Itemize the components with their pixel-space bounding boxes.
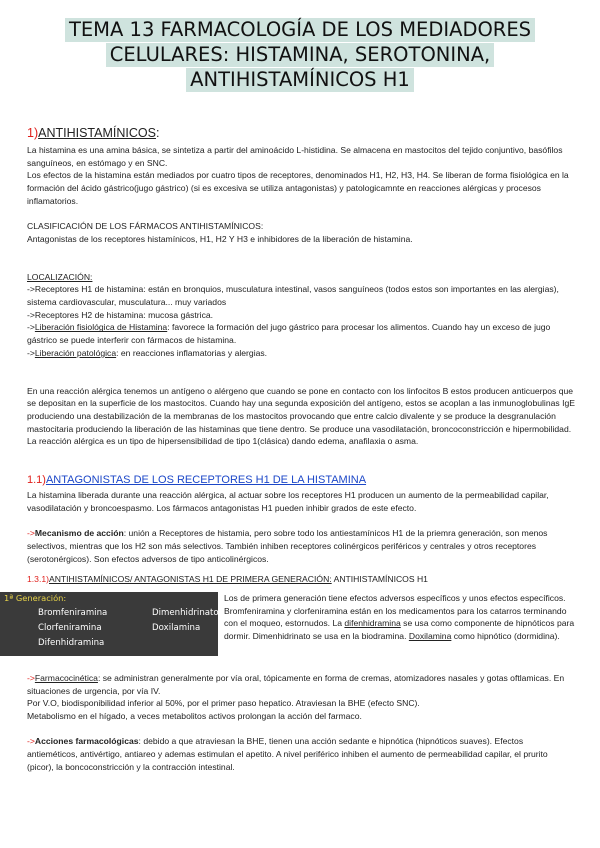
drug-name: Bromfeniramina [38,607,108,618]
list-item: ->Receptores H2 de histamina: mucosa gástrica. [27,309,214,320]
underlined-term: Farmacocinética [34,672,98,683]
section-number: 1.3.1) [27,574,49,585]
paragraph-text: : se administran generalmente por vía oral, tópicamente en forma de cremas, atomizadores nasales y gotas oftlamicas. En situaciones de urgencia, por vía IV. [27,672,565,696]
mechanism-paragraph [27,527,575,565]
clasificacion-heading: CLASIFICACIÓN DE LOS FÁRMACOS ANTIHISTAMÍNICOS: [27,221,264,232]
title-line-3: ANTIHISTAMÍNICOS H1 [186,68,414,92]
title-line-1: TEMA 13 FARMACOLOGÍA DE LOS MEDIADORES [65,18,535,42]
text: como hipnótico (dormidina). [451,631,560,642]
box-header: 1ª Generación: [4,592,67,603]
section-title: ANTIHISTAMÍNICOS [38,126,156,140]
allergy-paragraph: En una reacción alérgica tenemos un antígeno o alérgeno que cuando se pone en contacto con los linfocitos B estos producen anticuerpos que se depositan en la superficie de los mastocitos. Cuando hay una segunda exposición del antígeno, estos se acoplan a las inmunoglobulinas IgE produciendo una destabilización de la membranas de los mastocitos provocando que entre calcio divalente y se produce la desgranulación mastocitaria produciendo la liberación de las histaminas que tiene dentro. Se produce una vasodilatación, broncoconstricción e hipermobilidad. La reacción alérgica es un tipo de hipersensibilidad de tipo 1(clásica) dando edema, anafilaxia o asma. [27,385,575,447]
bold-term: Acciones farmacológicas [34,736,139,747]
drug-name: Dimenhidrinato [152,607,219,618]
underlined-term: Liberación patológica [34,347,117,358]
paragraph-text: : debido a que atraviesan la BHE, tienen una acción sedante e hipnótica (hipnóticos suaves). Efectos antieméticos, antivértigo, antiareo y ademas estimulan el apetito. A nivel periférico inhiben el aumento de permeabilidad capilar, el prurito (picor), la boncoconstricción y la contracción intestinal. [27,736,548,772]
arrow: -> [27,672,35,683]
underlined-term: difenhidramina [344,618,401,629]
generation-row [4,592,575,672]
section-title: ANTIHISTAMÍNICOS/ ANTAGONISTAS H1 DE PRIMERA GENERACIÓN: [48,574,332,585]
list-item [27,321,575,346]
generation-paragraph [224,592,576,643]
arrow: -> [27,528,35,539]
arrow: -> [27,322,35,333]
bold-term: Mecanismo de acción [34,528,124,539]
drug-name: Difenhidramina [38,637,105,648]
localizacion-heading: LOCALIZACIÓN: [27,271,93,282]
list-text: : en reacciones inflamatorias y alergias. [116,347,268,358]
list-item: ->Receptores H1 de histamina: están en bronquios, musculatura intestinal, vasos sanguíneos (todos estos son importantes en las alergias), sistema cardiovascular, musculatura... muy variados [27,284,559,308]
section-1-1-heading [27,473,575,487]
paragraph: Por V.O, biodisponibilidad inferior al 50%, por el primer paso hepatico. Atraviesan la BHE (efecto SNC). [27,698,420,709]
arrow: -> [27,736,35,747]
paragraph: Los efectos de la histamina están mediados por cuatro tipos de receptores, denominados H1, H2, H3, H4. Se liberan de forma fisiológica en la formación del ácido gástrico(jugo gástrico) (si es excesiva se utiliza antagonistas) y patologicamnte en reacciones alérgicas y procesos inflamatorios. [27,170,569,206]
paragraph: La histamina es una amina básica, se sintetiza a partir del aminoácido L-histidina. Se almacena en mastocitos del tejido conjuntivo, basófilos sanguíneos, en estómago y en SNC. [27,145,563,168]
paragraph: Metabolismo en el hígado, a veces metabolitos activos prolongan la acción del farmaco. [27,711,362,722]
text: Los de primera generación tiene efectos adversos específicos y unos efectos específicos. Bromfeniramina y clorfeniramina están en los medicamentos para los catarros terminando con el moqueo, estornudos. La [224,592,567,629]
paragraph: Antagonistas de los receptores histamínicos, H1, H2 Y H3 e inhibidores de la liberación de histamina. [27,233,413,244]
underlined-term: Liberación fisiológica de Histamina [34,322,168,333]
text: se usa como componente de hipnóticos para dormir. Dimenhidrinato se usa en la biodramina. [224,618,575,642]
farmacocinetica-paragraph [27,672,575,697]
section-colon: : [155,126,160,140]
section-1-3-1-heading [27,573,575,586]
document-title [0,18,600,93]
section-title: ANTAGONISTAS DE LOS RECEPTORES H1 DE LA HISTAMINA [45,474,367,487]
acciones-paragraph [27,735,575,773]
section-tail: ANTIHISTAMÍNICOS H1 [331,574,428,585]
drug-name: Doxilamina [152,622,201,633]
list-item [27,347,575,360]
document-body [4,126,575,774]
arrow: -> [27,347,35,358]
drug-name: Clorfeniramina [38,622,102,633]
underlined-term: Doxilamina [408,631,452,642]
first-generation-box [0,592,218,656]
paragraph: La histamina liberada durante una reacción alérgica, al actuar sobre los receptores H1 producen un aumento de la permeabilidad capilar, vasodilatación y broncoespasmo. Los fármacos antagonistas H1 pueden inhibir grados de este efecto. [27,490,549,513]
section-1-heading [27,126,575,141]
paragraph-text: : unión a Receptores de histamia, pero sobre todo los antiestamínicos H1 de la priemra generación, son menos selectivos, mientras que los H2 son más selectivos. También inhiben receptores colinérgicos periféricos y centrales y otros receptores (serotonérgicos). Son efectos adversos de tipo anticolinérgicos. [27,528,548,564]
list-text: : favorece la formación del jugo gástrico para procesar los alimentos. Cuando hay un exceso de jugo gástrico se puede interferir con fármacos de histamina. [27,322,551,346]
section-number: 1.1) [27,474,46,487]
section-number: 1) [27,126,39,140]
title-line-2: CELULARES: HISTAMINA, SEROTONINA, [106,43,495,67]
